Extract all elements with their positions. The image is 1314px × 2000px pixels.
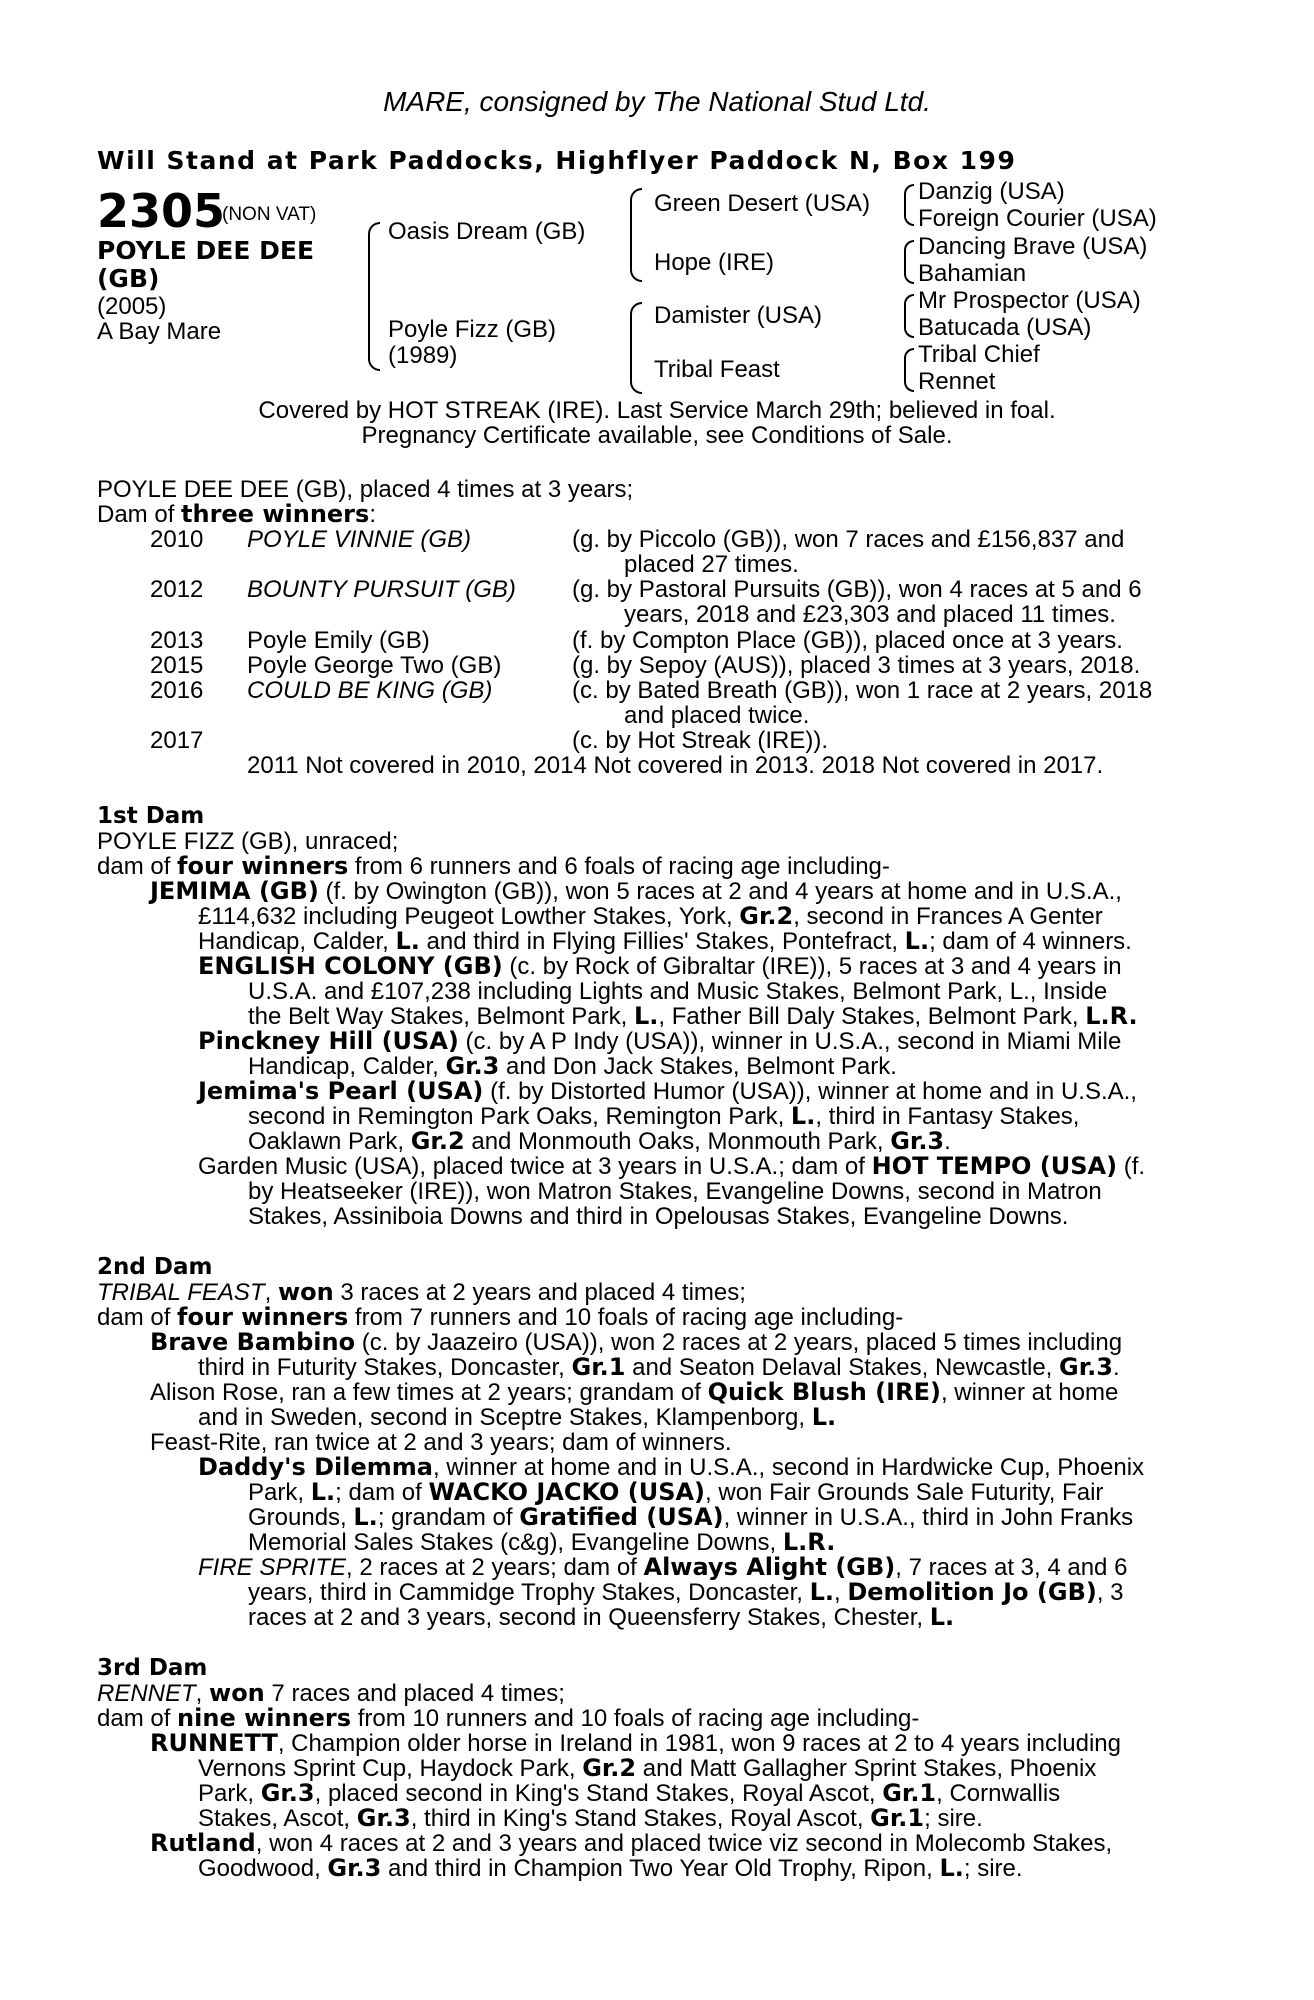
first-dam-line: U.S.A. and £107,238 including Lights and Music Stakes, Belmont Park, L., Inside [248, 978, 1108, 1005]
produce-detail: (g. by Pastoral Pursuits (GB)), won 4 races at 5 and 6 [572, 576, 1142, 603]
first-dam-line: Pinckney Hill (USA) (c. by A P Indy (USA)), winner in U.S.A., second in Miami Mile [198, 1027, 1122, 1055]
first-dam-line: the Belt Way Stakes, Belmont Park, L., Father Bill Daly Stakes, Belmont Park, L.R. [248, 1002, 1138, 1030]
produce-name: Poyle Emily (GB) [247, 627, 430, 654]
produce-intro: POYLE DEE DEE (GB), placed 4 times at 3 years; [97, 476, 634, 503]
horse-description: A Bay Mare [97, 318, 222, 345]
pedigree-dam-sire: Damister (USA) [654, 302, 823, 329]
second-dam-line: Memorial Sales Stakes (c&g), Evangeline Downs, L.R. [248, 1528, 836, 1556]
cover-line-2: Pregnancy Certificate available, see Conditions of Sale. [361, 422, 953, 449]
second-dam-line: years, third in Cammidge Trophy Stakes, Doncaster, L., Demolition Jo (GB), 3 [248, 1578, 1124, 1606]
produce-detail: (c. by Hot Streak (IRE)). [572, 727, 829, 754]
pedigree-sire-sire: Green Desert (USA) [654, 190, 871, 217]
first-dam-line: Jemima's Pearl (USA) (f. by Distorted Humor (USA)), winner at home and in U.S.A., [198, 1077, 1137, 1105]
pedigree-dss: Mr Prospector (USA) [918, 287, 1141, 314]
vat-status: (NON VAT) [222, 204, 317, 225]
second-dam-line: third in Futurity Stakes, Doncaster, Gr.1 and Seaton Delaval Stakes, Newcastle, Gr.3. [198, 1353, 1120, 1381]
produce-name: POYLE VINNIE (GB) [247, 526, 472, 553]
third-dam-line: Rutland, won 4 races at 2 and 3 years and placed twice viz second in Molecomb Stakes, [150, 1829, 1113, 1857]
first-dam-line: Handicap, Calder, L. and third in Flying Fillies' Stakes, Pontefract, L.; dam of 4 winners. [198, 927, 1132, 955]
foaling-year: (2005) [97, 293, 167, 320]
second-dam-line: FIRE SPRITE, 2 races at 2 years; dam of Always Alight (GB), 7 races at 3, 4 and 6 [198, 1553, 1128, 1581]
produce-detail-cont: and placed twice. [624, 702, 810, 729]
pedigree-brace-3c [904, 294, 914, 338]
second-dam-line: Park, L.; dam of WACKO JACKO (USA), won Fair Grounds Sale Futurity, Fair [248, 1478, 1104, 1506]
pedigree-sire-dam: Hope (IRE) [654, 249, 775, 276]
produce-detail: (f. by Compton Place (GB)), placed once at 3 years. [572, 627, 1123, 654]
pedigree-brace-2a [630, 188, 642, 282]
first-dam-line: Stakes, Assiniboia Downs and third in Opelousas Stakes, Evangeline Downs. [248, 1203, 1069, 1230]
produce-name: Poyle George Two (GB) [247, 652, 502, 679]
produce-note: 2011 Not covered in 2010, 2014 Not covered in 2013. 2018 Not covered in 2017. [247, 752, 1104, 779]
second-dam-line: Alison Rose, ran a few times at 2 years; grandam of Quick Blush (IRE), winner at home [150, 1378, 1119, 1406]
first-dam-line: Oaklawn Park, Gr.2 and Monmouth Oaks, Monmouth Park, Gr.3. [248, 1127, 951, 1155]
third-dam-line: dam of nine winners from 10 runners and 10 foals of racing age including- [97, 1704, 920, 1732]
third-dam-line: Vernons Sprint Cup, Haydock Park, Gr.2 and Matt Gallagher Sprint Stakes, Phoenix [198, 1754, 1097, 1782]
produce-detail-cont: placed 27 times. [624, 551, 799, 578]
horse-name-country: (GB) [97, 264, 160, 293]
first-dam-line: POYLE FIZZ (GB), unraced; [97, 828, 399, 855]
produce-year: 2017 [150, 727, 204, 754]
produce-year: 2012 [150, 576, 204, 603]
produce-year: 2010 [150, 526, 204, 553]
pedigree-brace-2b [630, 302, 642, 394]
pedigree-brace-3a [904, 184, 914, 226]
produce-detail: (g. by Sepoy (AUS)), placed 3 times at 3 years, 2018. [572, 652, 1141, 679]
second-dam-line: Daddy's Dilemma, winner at home and in U.S.A., second in Hardwicke Cup, Phoenix [198, 1453, 1145, 1481]
first-dam-line: £114,632 including Peugeot Lowther Stakes, York, Gr.2, second in Frances A Genter [198, 902, 1103, 930]
pedigree-sds: Dancing Brave (USA) [918, 233, 1148, 260]
pedigree-dam-year: (1989) [388, 342, 458, 369]
cover-line-1: Covered by HOT STREAK (IRE). Last Service March 29th; believed in foal. [258, 397, 1056, 424]
first-dam-line: by Heatseeker (IRE)), won Matron Stakes, Evangeline Downs, second in Matron [248, 1178, 1102, 1205]
first-dam-line: ENGLISH COLONY (GB) (c. by Rock of Gibraltar (IRE)), 5 races at 3 and 4 years in [198, 952, 1122, 980]
produce-year: 2016 [150, 677, 204, 704]
pedigree-brace-3d [904, 348, 914, 392]
produce-year: 2015 [150, 652, 204, 679]
pedigree-sss: Danzig (USA) [918, 178, 1065, 205]
pedigree-ddd: Rennet [918, 368, 996, 395]
lot-number: 2305 [97, 184, 226, 238]
produce-name: COULD BE KING (GB) [247, 677, 493, 704]
first-dam-heading: 1st Dam [97, 803, 205, 829]
pedigree-brace-1 [368, 222, 380, 371]
second-dam-line: dam of four winners from 7 runners and 10 foals of racing age including- [97, 1303, 904, 1331]
second-dam-line: Feast-Rite, ran twice at 2 and 3 years; dam of winners. [150, 1429, 732, 1456]
location-line: Will Stand at Park Paddocks, Highflyer Paddock N, Box 199 [97, 146, 1017, 175]
pedigree-dam-dam: Tribal Feast [654, 356, 780, 383]
produce-detail: (g. by Piccolo (GB)), won 7 races and £156,837 and [572, 526, 1125, 553]
first-dam-line: Garden Music (USA), placed twice at 3 years in U.S.A.; dam of HOT TEMPO (USA) (f. [198, 1152, 1146, 1180]
second-dam-line: and in Sweden, second in Sceptre Stakes, Klampenborg, L. [198, 1403, 837, 1431]
third-dam-heading: 3rd Dam [97, 1655, 208, 1681]
produce-name: BOUNTY PURSUIT (GB) [247, 576, 516, 603]
second-dam-line: Brave Bambino (c. by Jaazeiro (USA)), won 2 races at 2 years, placed 5 times including [150, 1328, 1123, 1356]
consignment-line: MARE, consigned by The National Stud Ltd. [383, 86, 931, 117]
pedigree-ssd: Foreign Courier (USA) [918, 205, 1157, 232]
pedigree-sire: Oasis Dream (GB) [388, 218, 586, 245]
second-dam-line: TRIBAL FEAST, won 3 races at 2 years and placed 4 times; [97, 1278, 746, 1306]
first-dam-line: dam of four winners from 6 runners and 6 foals of racing age including- [97, 852, 890, 880]
third-dam-line: Goodwood, Gr.3 and third in Champion Two Year Old Trophy, Ripon, L.; sire. [198, 1854, 1023, 1882]
second-dam-line: Grounds, L.; grandam of Gratified (USA), winner in U.S.A., third in John Franks [248, 1503, 1134, 1531]
first-dam-line: Handicap, Calder, Gr.3 and Don Jack Stakes, Belmont Park. [248, 1052, 897, 1080]
produce-detail-cont: years, 2018 and £23,303 and placed 11 times. [624, 601, 1116, 628]
third-dam-line: Park, Gr.3, placed second in King's Stand Stakes, Royal Ascot, Gr.1, Cornwallis [198, 1779, 1061, 1807]
pedigree-dam: Poyle Fizz (GB) [388, 316, 557, 343]
second-dam-line: races at 2 and 3 years, second in Queensferry Stakes, Chester, L. [248, 1603, 955, 1631]
horse-name: POYLE DEE DEE [97, 236, 315, 265]
third-dam-line: RUNNETT, Champion older horse in Ireland in 1981, won 9 races at 2 to 4 years including [150, 1729, 1121, 1757]
pedigree-sdd: Bahamian [918, 260, 1027, 287]
pedigree-brace-3b [904, 240, 914, 284]
second-dam-heading: 2nd Dam [97, 1254, 213, 1280]
first-dam-line: JEMIMA (GB) (f. by Owington (GB)), won 5 races at 2 and 4 years at home and in U.S.A., [150, 877, 1122, 905]
third-dam-line: RENNET, won 7 races and placed 4 times; [97, 1679, 565, 1707]
produce-detail: (c. by Bated Breath (GB)), won 1 race at 2 years, 2018 [572, 677, 1153, 704]
pedigree-dds: Tribal Chief [918, 341, 1040, 368]
third-dam-line: Stakes, Ascot, Gr.3, third in King's Stand Stakes, Royal Ascot, Gr.1; sire. [198, 1804, 983, 1832]
pedigree-dsd: Batucada (USA) [918, 314, 1092, 341]
produce-year: 2013 [150, 627, 204, 654]
first-dam-line: second in Remington Park Oaks, Remington Park, L., third in Fantasy Stakes, [248, 1102, 1080, 1130]
produce-dam-of: Dam of three winners: [97, 500, 376, 528]
